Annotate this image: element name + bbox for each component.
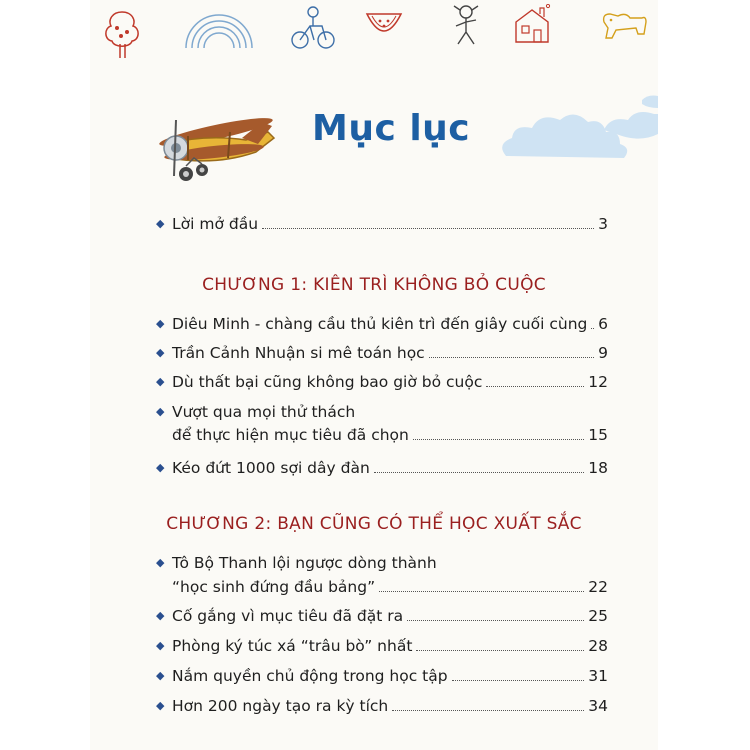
dot-leader [486, 386, 584, 387]
entry-page: 25 [588, 607, 608, 625]
toc-entry[interactable] [156, 636, 608, 656]
dot-leader [379, 591, 584, 592]
dot-leader [452, 680, 585, 681]
entry-title: Hơn 200 ngày tạo ra kỳ tích [172, 697, 389, 715]
entry-title-line1: Vượt qua mọi thử thách [172, 403, 356, 421]
entry-title: Cố gắng vì mục tiêu đã đặt ra [172, 607, 404, 625]
bullet-icon: ◆ [156, 461, 165, 474]
toc-entry[interactable] [156, 314, 608, 334]
toc-entry[interactable] [156, 696, 608, 716]
entry-title: Trần Cảnh Nhuận si mê toán học [172, 344, 425, 362]
toc-entry[interactable] [156, 666, 608, 686]
entry-title-line2: “học sinh đứng đầu bảng” [172, 578, 376, 596]
rainbow-icon [180, 10, 258, 52]
entry-title: Lời mở đầu [172, 215, 259, 233]
bullet-icon: ◆ [156, 346, 165, 359]
entry-page: 31 [588, 667, 608, 685]
dot-leader [392, 710, 584, 711]
bullet-icon: ◆ [156, 217, 165, 230]
cloud-illustration [492, 90, 658, 166]
entry-page: 18 [588, 459, 608, 477]
toc-entry[interactable] [156, 553, 608, 597]
bullet-icon: ◆ [156, 609, 165, 622]
bullet-icon: ◆ [156, 317, 165, 330]
airplane-illustration [136, 96, 292, 190]
dot-leader [413, 439, 584, 440]
entry-page: 28 [588, 637, 608, 655]
toc-entry[interactable] [156, 458, 608, 478]
entry-title-line1: Tô Bộ Thanh lội ngược dòng thành [172, 554, 437, 572]
toc-entry[interactable] [156, 372, 608, 392]
book-page [90, 0, 658, 750]
bullet-icon: ◆ [156, 375, 165, 388]
girl-icon [446, 2, 486, 50]
toc-entry[interactable] [156, 343, 608, 363]
toc-entry-intro[interactable] [156, 214, 608, 234]
bullet-icon: ◆ [156, 556, 165, 569]
entry-title: Diêu Minh - chàng cầu thủ kiên trì đến giây cuối cùng [172, 315, 588, 333]
entry-title-line2: để thực hiện mục tiêu đã chọn [172, 426, 409, 444]
page-title: Mục lục [312, 108, 471, 149]
entry-page: 34 [588, 697, 608, 715]
entry-title: Nắm quyền chủ động trong học tập [172, 667, 448, 685]
house-icon [512, 4, 556, 46]
bullet-icon: ◆ [156, 699, 165, 712]
entry-title: Kéo đứt 1000 sợi dây đàn [172, 459, 370, 477]
entry-page: 9 [598, 344, 608, 362]
cyclist-icon [288, 4, 338, 50]
bullet-icon: ◆ [156, 639, 165, 652]
bullet-icon: ◆ [156, 669, 165, 682]
dot-leader [407, 620, 584, 621]
tree-icon [100, 8, 144, 60]
entry-page: 15 [588, 426, 608, 444]
bullet-icon: ◆ [156, 405, 165, 418]
dot-leader [416, 650, 584, 651]
dog-icon [596, 8, 650, 44]
dot-leader [591, 328, 594, 329]
watermelon-icon [364, 8, 404, 42]
chapter-2-heading: CHƯƠNG 2: BẠN CŨNG CÓ THỂ HỌC XUẤT SẮC [166, 514, 582, 534]
toc-entry[interactable] [156, 606, 608, 626]
entry-page: 12 [588, 373, 608, 391]
entry-page: 22 [588, 578, 608, 596]
dot-leader [374, 472, 584, 473]
entry-title: Phòng ký túc xá “trâu bò” nhất [172, 637, 413, 655]
entry-title: Dù thất bại cũng không bao giờ bỏ cuộc [172, 373, 483, 391]
toc-entry[interactable] [156, 402, 608, 445]
entry-page: 3 [598, 215, 608, 233]
dot-leader [429, 357, 594, 358]
entry-page: 6 [598, 315, 608, 333]
dot-leader [262, 228, 594, 229]
chapter-1-heading: CHƯƠNG 1: KIÊN TRÌ KHÔNG BỎ CUỘC [202, 275, 546, 295]
